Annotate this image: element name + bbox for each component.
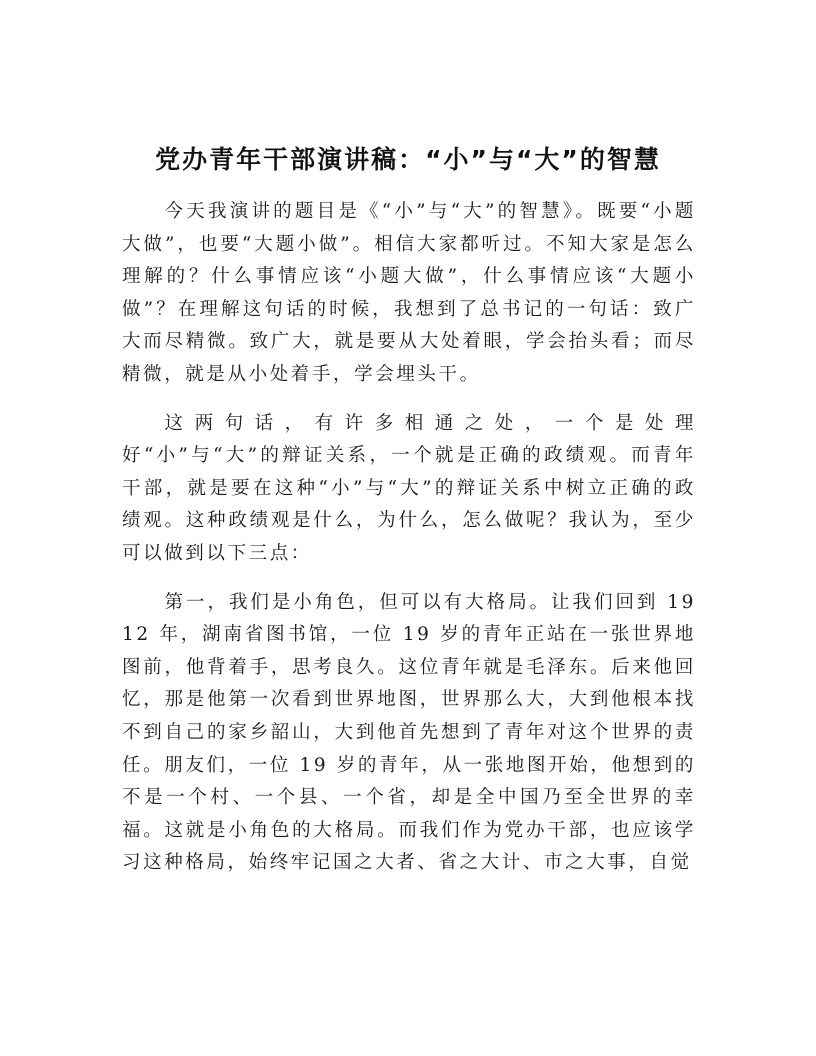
document-body — [122, 196, 696, 896]
paragraph-3: 第一，我们是小角色，但可以有大格局。让我们回到 1912 年，湖南省图书馆，一位 19 岁的青年正站在一张世界地图前，他背着手，思考良久。这位青年就是毛泽东。后来他回忆，那是他第一次看到世界地图，世界那么大，大到他根本找不到自己的家乡韶山，大到他首先想到了青年对这个世界的责任。朋友们，一位 19 岁的青年，从一张地图开始，他想到的不是一个村、一个县、一个省，却是全中国乃至全世界的幸福。这就是小角色的大格局。而我们作为党办干部，也应该学习这种格局，始终牢记国之大者、省之大计、市之大事，自觉 — [122, 591, 696, 874]
document-title: 党办青年干部演讲稿：“小”与“大”的智慧 — [155, 145, 661, 174]
paragraph-2: 这两句话，有许多相通之处，一个是处理好“小”与“大”的辩证关系，一个就是正确的政绩观。而青年干部，就是要在这种“小”与“大”的辩证关系中树立正确的政绩观。这种政绩观是什么，为什么，怎么做呢？我认为，至少可以做到以下三点： — [122, 412, 696, 564]
paragraph-1: 今天我演讲的题目是《“小”与“大”的智慧》。既要“小题大做”，也要“大题小做”。相信大家都听过。不知大家是怎么理解的？什么事情应该“小题大做”，什么事情应该“大题小做”？在理解这句话的时候，我想到了总书记的一句话：致广大而尽精微。致广大，就是要从大处着眼，学会抬头看；而尽精微，就是从小处着手，学会埋头干。 — [122, 201, 696, 385]
